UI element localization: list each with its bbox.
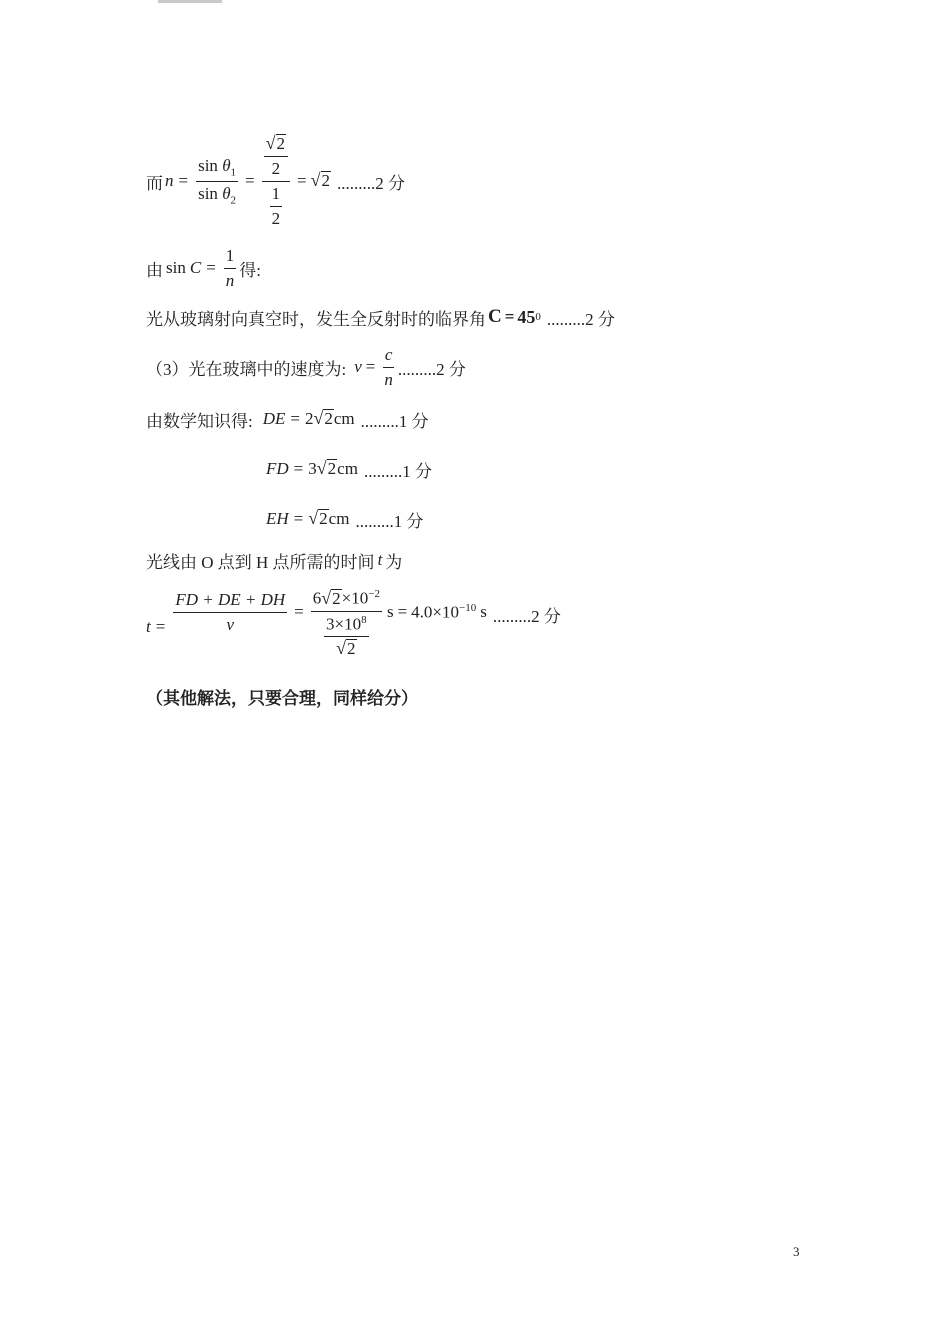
fraction-root2-over-2: √ 2 2 <box>264 134 288 179</box>
equals: = <box>245 171 255 190</box>
fraction-one-over-n: $\frac{1}{n}$ <box>225 245 235 290</box>
text-prefix: 而 <box>146 173 163 193</box>
sqrt: √ 2 <box>316 458 337 479</box>
equals: = <box>365 357 376 376</box>
fraction-c-over-n: $\frac{c}{n}$ <box>384 344 393 389</box>
var-v: v <box>354 357 362 376</box>
theta: θ <box>222 156 231 176</box>
text-suffix: 得: <box>239 260 262 280</box>
scan-artifact <box>158 0 222 3</box>
equation-DE <box>146 406 429 432</box>
var-t: t <box>377 550 383 569</box>
score: .........1 分 <box>355 511 424 531</box>
score: .........2 分 <box>337 173 406 193</box>
equation-critical-angle <box>146 244 261 292</box>
equals: = <box>206 258 216 277</box>
coefficient: 3 <box>308 459 317 478</box>
equals: = <box>155 617 166 636</box>
equation-FD <box>266 456 432 482</box>
var-n: n <box>165 171 174 190</box>
equals: = <box>290 409 300 428</box>
score: .........1 分 <box>360 411 429 431</box>
subscript: 1 <box>230 166 237 179</box>
sin-label: sin <box>198 183 218 203</box>
degree-mark: 0 <box>535 311 541 323</box>
score: .........1 分 <box>363 461 432 481</box>
sqrt: √ 2 <box>265 132 286 153</box>
var-EH: EH <box>266 509 289 528</box>
fraction-sin-ratio <box>196 156 238 206</box>
unit: cm <box>328 509 350 528</box>
coefficient: 2 <box>305 409 314 428</box>
score: .........2 分 <box>397 359 466 379</box>
sqrt: √ 2 <box>308 508 328 529</box>
page-number: 3 <box>793 1244 800 1259</box>
equation-refractive-index <box>146 132 405 230</box>
unit: s <box>386 602 394 621</box>
sqrt: √ 2 <box>313 408 333 429</box>
sin-label: sin <box>166 258 186 277</box>
score: .........2 分 <box>492 607 561 626</box>
sqrt: √ 2 <box>310 170 331 191</box>
fraction-one-half: $\frac{1}{2}$ <box>271 183 281 228</box>
grading-note: （其他解法，只要合理，同样给分） <box>146 688 418 708</box>
equals: = <box>178 171 189 190</box>
theta: θ <box>222 183 231 203</box>
statement-text: 为 <box>385 552 403 572</box>
result-value: $4.0\times 10^{-10}$ <box>411 602 477 622</box>
statement-text: （3）光在玻璃中的速度为: <box>146 359 347 379</box>
equation-time <box>146 584 561 670</box>
score: .........2 分 <box>546 309 615 329</box>
subscript: 2 <box>230 193 237 206</box>
equals: = <box>297 171 307 190</box>
statement-text: 由数学知识得: <box>146 411 253 431</box>
angle-value: 45 <box>517 306 536 327</box>
equation-light-speed <box>146 343 466 391</box>
var-C: C <box>189 258 202 277</box>
equals: = <box>293 459 304 478</box>
unit: cm <box>333 409 355 428</box>
var-DE: DE <box>262 409 286 428</box>
statement-text: 光从玻璃射向真空时，发生全反射时的临界角 <box>146 309 486 329</box>
equals: = <box>504 307 515 326</box>
equals: = <box>397 602 408 621</box>
var-C: C <box>488 306 502 327</box>
equals: = <box>293 509 304 528</box>
unit: cm <box>337 459 358 478</box>
var-t: t <box>146 617 151 636</box>
fraction-path-over-v: $\frac{FD + DE + DH}{v}$ <box>175 590 286 634</box>
critical-angle-statement <box>146 305 615 329</box>
compound-fraction <box>262 134 290 229</box>
var-FD: FD <box>266 459 289 478</box>
equation-EH <box>266 506 423 532</box>
equals: = <box>294 602 304 621</box>
statement-text: 光线由 O 点到 H 点所需的时间 <box>146 552 375 572</box>
sin-label: sin <box>198 156 218 176</box>
fraction-numeric: 6 √ 2 $\times 10^{-2}$ $3\times 10^8$ √ 2 <box>312 587 380 659</box>
text-prefix: 由 <box>146 260 163 280</box>
time-statement <box>146 548 402 572</box>
unit: s <box>480 602 487 621</box>
